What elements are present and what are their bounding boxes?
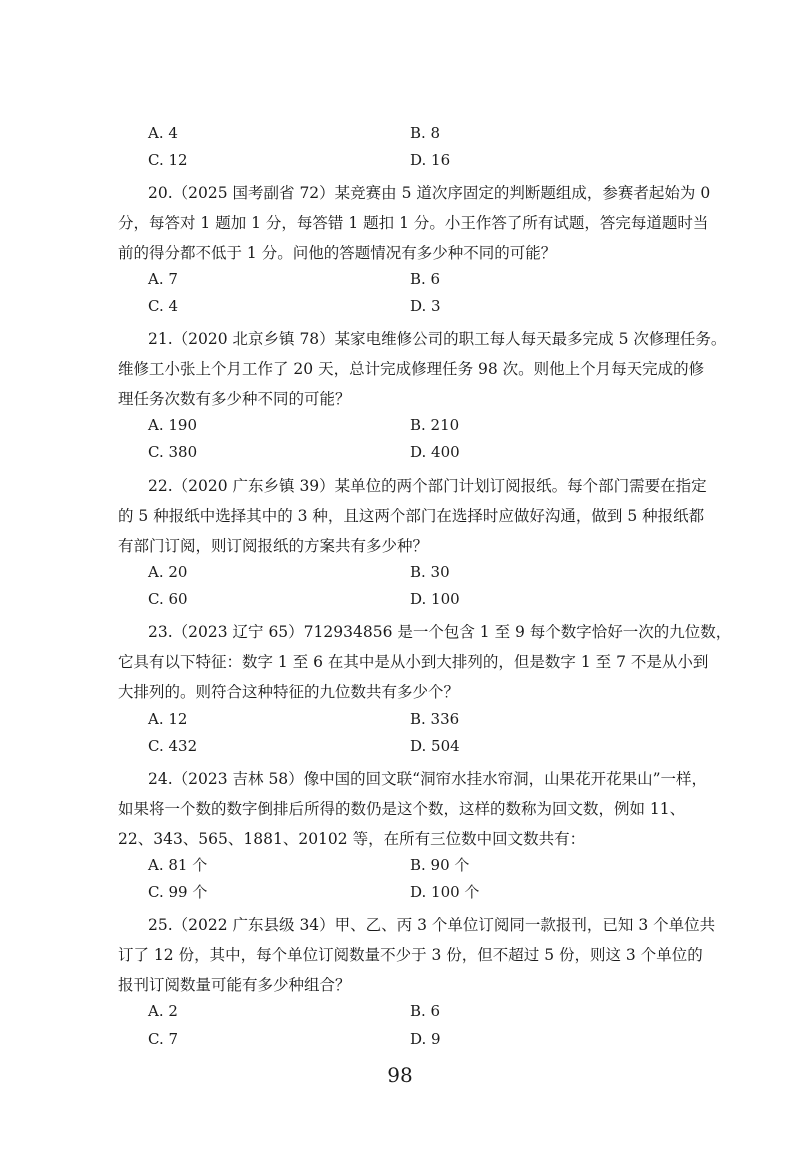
question-line: 理任务次数有多少种不同的可能？ bbox=[118, 390, 351, 408]
question-line: 大排列的。则符合这种特征的九位数共有多少个？ bbox=[118, 683, 460, 701]
answer-option: A. 81 个 bbox=[148, 856, 208, 874]
question-line: 21.（2020 北京乡镇 78）某家电维修公司的职工每人每天最多完成 5 次修理任务。 bbox=[148, 330, 727, 348]
answer-option: B. 210 bbox=[410, 416, 460, 434]
answer-option: C. 99 个 bbox=[148, 883, 208, 901]
answer-option: D. 100 bbox=[410, 590, 460, 608]
question-line: 22、343、565、1881、20102 等，在所有三位数中回文数共有： bbox=[118, 830, 586, 848]
answer-option: B. 6 bbox=[410, 270, 441, 288]
answer-option: D. 9 bbox=[410, 1030, 441, 1048]
question-line: 分，每答对 1 题加 1 分，每答错 1 题扣 1 分。小王作答了所有试题，答完每道题时当 bbox=[118, 214, 709, 232]
answer-option: A. 190 bbox=[148, 416, 197, 434]
answer-option: C. 7 bbox=[148, 1030, 179, 1048]
answer-option: B. 6 bbox=[410, 1002, 441, 1020]
answer-option: C. 380 bbox=[148, 443, 198, 461]
question-line: 24.（2023 吉林 58）像中国的回文联“洞帘水挂水帘洞，山果花开花果山”一样， bbox=[148, 770, 708, 788]
answer-option: C. 60 bbox=[148, 590, 188, 608]
question-line: 维修工小张上个月工作了 20 天，总计完成修理任务 98 次。则他上个月每天完成的修 bbox=[118, 360, 705, 378]
answer-option: D. 16 bbox=[410, 151, 451, 169]
question-text bbox=[118, 324, 727, 414]
question-line: 22.（2020 广东乡镇 39）某单位的两个部门计划订阅报纸。每个部门需要在指定 bbox=[148, 477, 707, 495]
question-line: 的 5 种报纸中选择其中的 3 种，且这两个部门在选择时应做好沟通，做到 5 种报纸都 bbox=[118, 507, 705, 525]
answer-option: C. 432 bbox=[148, 737, 198, 755]
question-line: 前的得分都不低于 1 分。问他的答题情况有多少种不同的可能？ bbox=[118, 244, 557, 262]
question-line: 它具有以下特征：数字 1 至 6 在其中是从小到大排列的，但是数字 1 至 7 不是从小到 bbox=[118, 653, 709, 671]
question-text bbox=[118, 617, 732, 707]
answer-option: D. 100 个 bbox=[410, 883, 480, 901]
question-line: 订了 12 份，其中，每个单位订阅数量不少于 3 份，但不超过 5 份，则这 3 个单位的 bbox=[118, 946, 703, 964]
answer-option: A. 20 bbox=[148, 563, 188, 581]
question-text bbox=[118, 910, 716, 1000]
question-line: 有部门订阅，则订阅报纸的方案共有多少种？ bbox=[118, 537, 429, 555]
answer-option: D. 3 bbox=[410, 297, 441, 315]
answer-option: A. 4 bbox=[148, 124, 178, 142]
question-line: 报刊订阅数量可能有多少种组合？ bbox=[118, 976, 351, 994]
answer-option: B. 8 bbox=[410, 124, 441, 142]
answer-option: A. 2 bbox=[148, 1002, 178, 1020]
question-line: 如果将一个数的数字倒排后所得的数仍是这个数，这样的数称为回文数，例如 11、 bbox=[118, 800, 686, 818]
answer-option: A. 7 bbox=[148, 270, 178, 288]
question-text bbox=[118, 471, 707, 561]
question-text bbox=[118, 764, 708, 854]
question-line: 23.（2023 辽宁 65）712934856 是一个包含 1 至 9 每个数字恰好一次的九位数， bbox=[148, 623, 732, 641]
answer-option: B. 30 bbox=[410, 563, 450, 581]
question-text bbox=[118, 178, 711, 268]
question-line: 25.（2022 广东县级 34）甲、乙、丙 3 个单位订阅同一款报刊，已知 3 个单位共 bbox=[148, 916, 716, 934]
answer-option: D. 504 bbox=[410, 737, 460, 755]
answer-option: C. 12 bbox=[148, 151, 188, 169]
answer-option: C. 4 bbox=[148, 297, 179, 315]
answer-option: B. 336 bbox=[410, 710, 460, 728]
answer-option: B. 90 个 bbox=[410, 856, 470, 874]
question-line: 20.（2025 国考副省 72）某竞赛由 5 道次序固定的判断题组成，参赛者起始为 0 bbox=[148, 184, 711, 202]
answer-option: D. 400 bbox=[410, 443, 460, 461]
page-number: 98 bbox=[387, 1063, 413, 1087]
answer-option: A. 12 bbox=[148, 710, 188, 728]
